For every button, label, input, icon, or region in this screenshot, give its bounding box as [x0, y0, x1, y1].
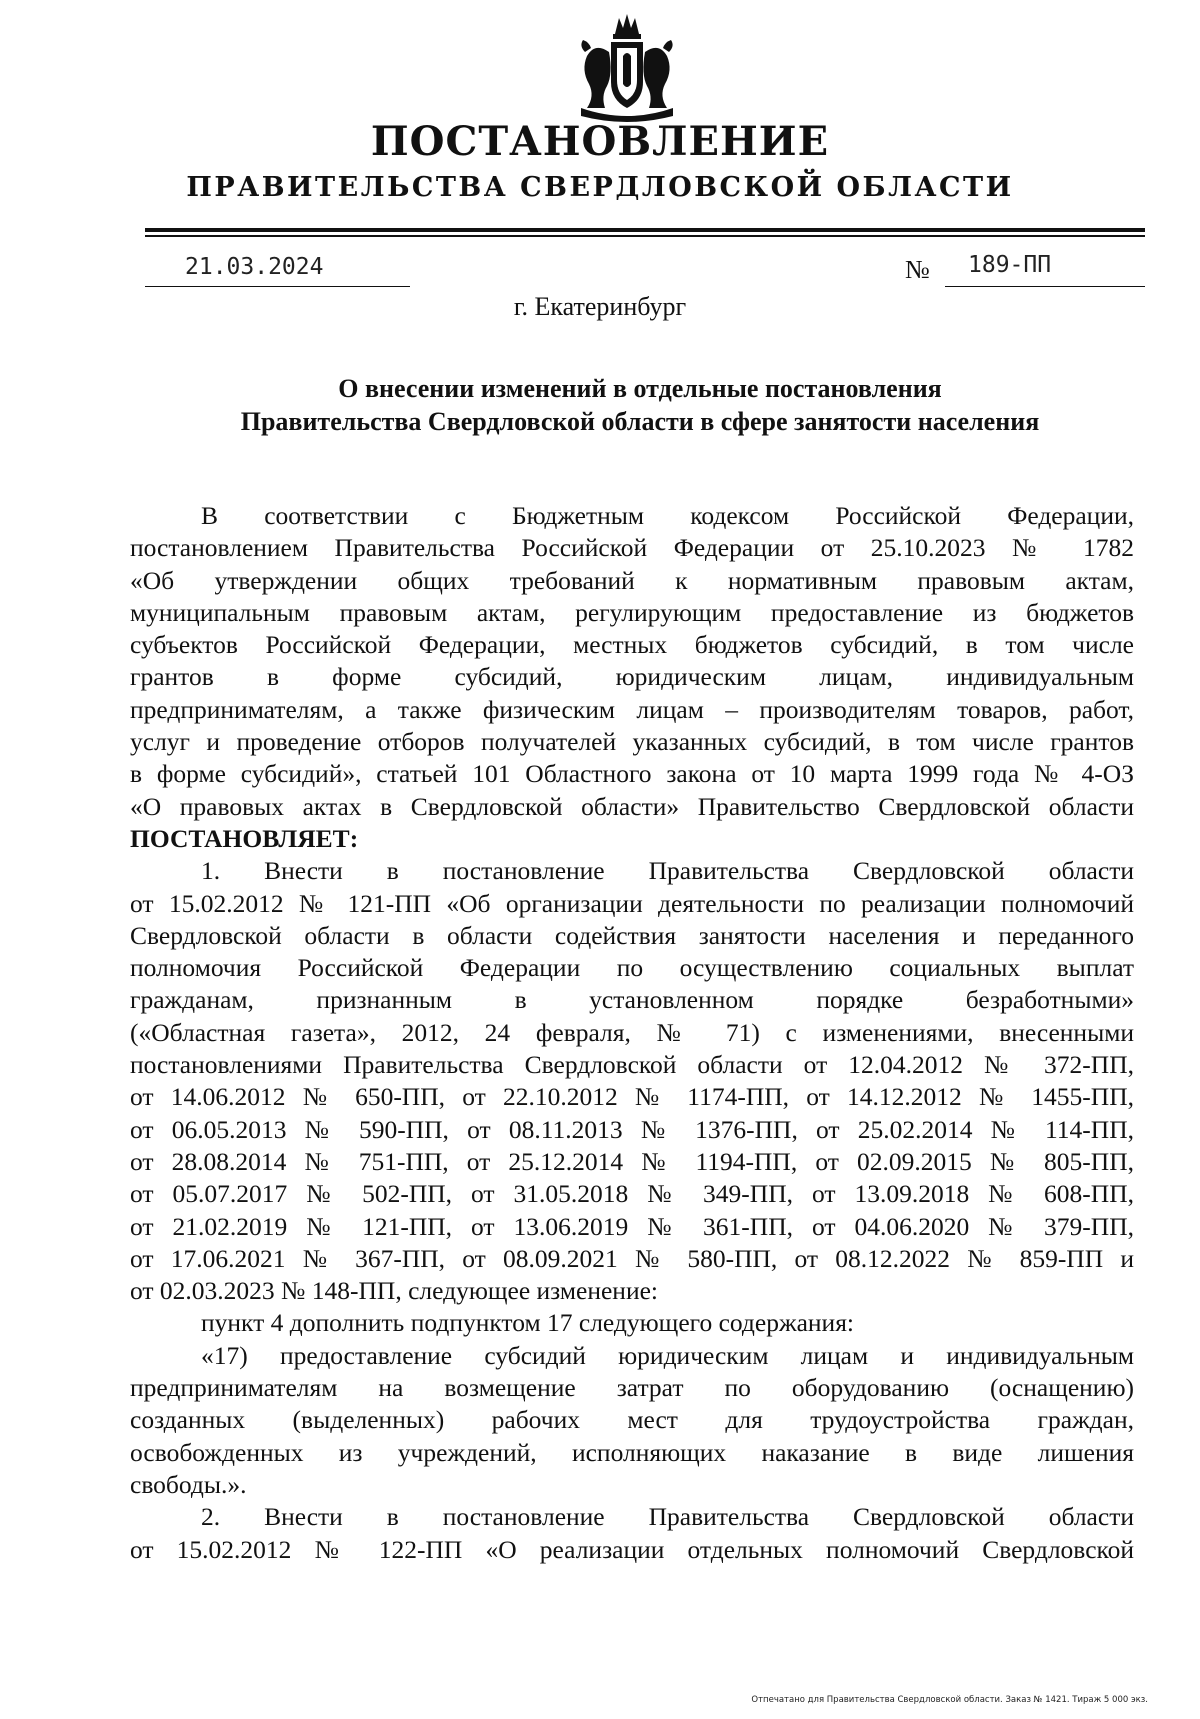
coat-of-arms-icon [565, 12, 689, 122]
body-line: от 06.05.2013 № 590-ПП, от 08.11.2013 № 1376-ПП, от 25.02.2014 № 114-ПП, [130, 1114, 1134, 1144]
body-line: от 15.02.2012 № 122-ПП «О реализации отдельных полномочий Свердловской [130, 1534, 1134, 1564]
body-line: субъектов Российской Федерации, местных бюджетов субсидий, в том числе [130, 630, 1134, 660]
body-line: предпринимателям, а также физическим лицам – производителям товаров, работ, [130, 694, 1134, 724]
body-line: «Об утверждении общих требований к нормативным правовым актам, [130, 565, 1134, 595]
print-imprint: Отпечатано для Правительства Свердловской области. Заказ № 1421. Тираж 5 000 экз. [751, 1695, 1148, 1705]
document-number: 189-ПП [968, 252, 1052, 278]
body-line: Свердловской области в области содействия занятости населения и переданного [130, 920, 1134, 950]
body-line: постановлениями Правительства Свердловской области от 12.04.2012 № 372-ПП, [130, 1050, 1134, 1080]
body-line: свободы.». [130, 1469, 247, 1499]
body-line: 2. Внести в постановление Правительства Свердловской области [201, 1502, 1134, 1532]
document-city: г. Екатеринбург [513, 292, 687, 321]
document-subject-line: Правительства Свердловской области в сфере занятости населения [240, 407, 1040, 436]
body-line: освобожденных из учреждений, исполняющих наказание в виде лишения [130, 1437, 1134, 1467]
body-line: от 21.02.2019 № 121-ПП, от 13.06.2019 № 361-ПП, от 04.06.2020 № 379-ПП, [130, 1211, 1134, 1241]
header-divider-thin [145, 235, 1145, 237]
document-subject [130, 372, 1150, 438]
body-line: пункт 4 дополнить подпунктом 17 следующего содержания: [201, 1308, 855, 1338]
number-sign: № [905, 255, 930, 284]
body-line: постановлением Правительства Российской Федерации от 25.10.2023 № 1782 [130, 533, 1134, 563]
document-type-title: ПОСТАНОВЛЕНИЕ [370, 118, 830, 165]
body-line: от 14.06.2012 № 650-ПП, от 22.10.2012 № 1174-ПП, от 14.12.2012 № 1455-ПП, [130, 1082, 1134, 1112]
resolution-keyword: ПОСТАНОВЛЯЕТ: [130, 823, 359, 853]
body-line: В соответствии с Бюджетным кодексом Российской Федерации, [201, 501, 1134, 530]
body-line: муниципальным правовым актам, регулирующим предоставление из бюджетов [130, 597, 1134, 627]
document-subject-line: О внесении изменений в отдельные постановления [338, 374, 942, 403]
body-line: услуг и проведение отборов получателей указанных субсидий, в том числе грантов [130, 727, 1134, 757]
body-line: полномочия Российской Федерации по осуществлению социальных выплат [130, 953, 1134, 983]
date-underline [145, 286, 410, 287]
body-line: в форме субсидий», статьей 101 Областного закона от 10 марта 1999 года № 4-ОЗ [130, 759, 1134, 789]
body-line: от 17.06.2021 № 367-ПП, от 08.09.2021 № 580-ПП, от 08.12.2022 № 859-ПП и [130, 1243, 1134, 1273]
body-line: предпринимателям на возмещение затрат по оборудованию (оснащению) [130, 1373, 1134, 1403]
document-date: 21.03.2024 [185, 254, 324, 280]
body-line: созданных (выделенных) рабочих мест для трудоустройства граждан, [130, 1405, 1134, 1435]
document-body [130, 500, 1134, 1566]
issuing-authority: ПРАВИТЕЛЬСТВА СВЕРДЛОВСКОЙ ОБЛАСТИ [186, 172, 1014, 203]
body-line: от 05.07.2017 № 502-ПП, от 31.05.2018 № 349-ПП, от 13.09.2018 № 608-ПП, [130, 1179, 1134, 1209]
body-line: 1. Внести в постановление Правительства Свердловской области [201, 856, 1134, 886]
body-line: «О правовых актах в Свердловской области» Правительство Свердловской области [130, 791, 1134, 821]
body-line: «17) предоставление субсидий юридическим лицам и индивидуальным [201, 1340, 1134, 1370]
body-line: грантов в форме субсидий, юридическим лицам, индивидуальным [130, 662, 1134, 692]
header-divider-thick [145, 228, 1145, 232]
body-line: гражданам, признанным в установленном порядке безработными» [130, 985, 1134, 1015]
body-line: от 02.03.2023 № 148-ПП, следующее изменение: [130, 1276, 659, 1306]
number-underline [945, 286, 1145, 287]
body-line: от 15.02.2012 № 121-ПП «Об организации деятельности по реализации полномочий [130, 888, 1134, 918]
body-line: от 28.08.2014 № 751-ПП, от 25.12.2014 № 1194-ПП, от 02.09.2015 № 805-ПП, [130, 1146, 1134, 1176]
body-line: («Областная газета», 2012, 24 февраля, № 71) с изменениями, внесенными [130, 1017, 1134, 1047]
